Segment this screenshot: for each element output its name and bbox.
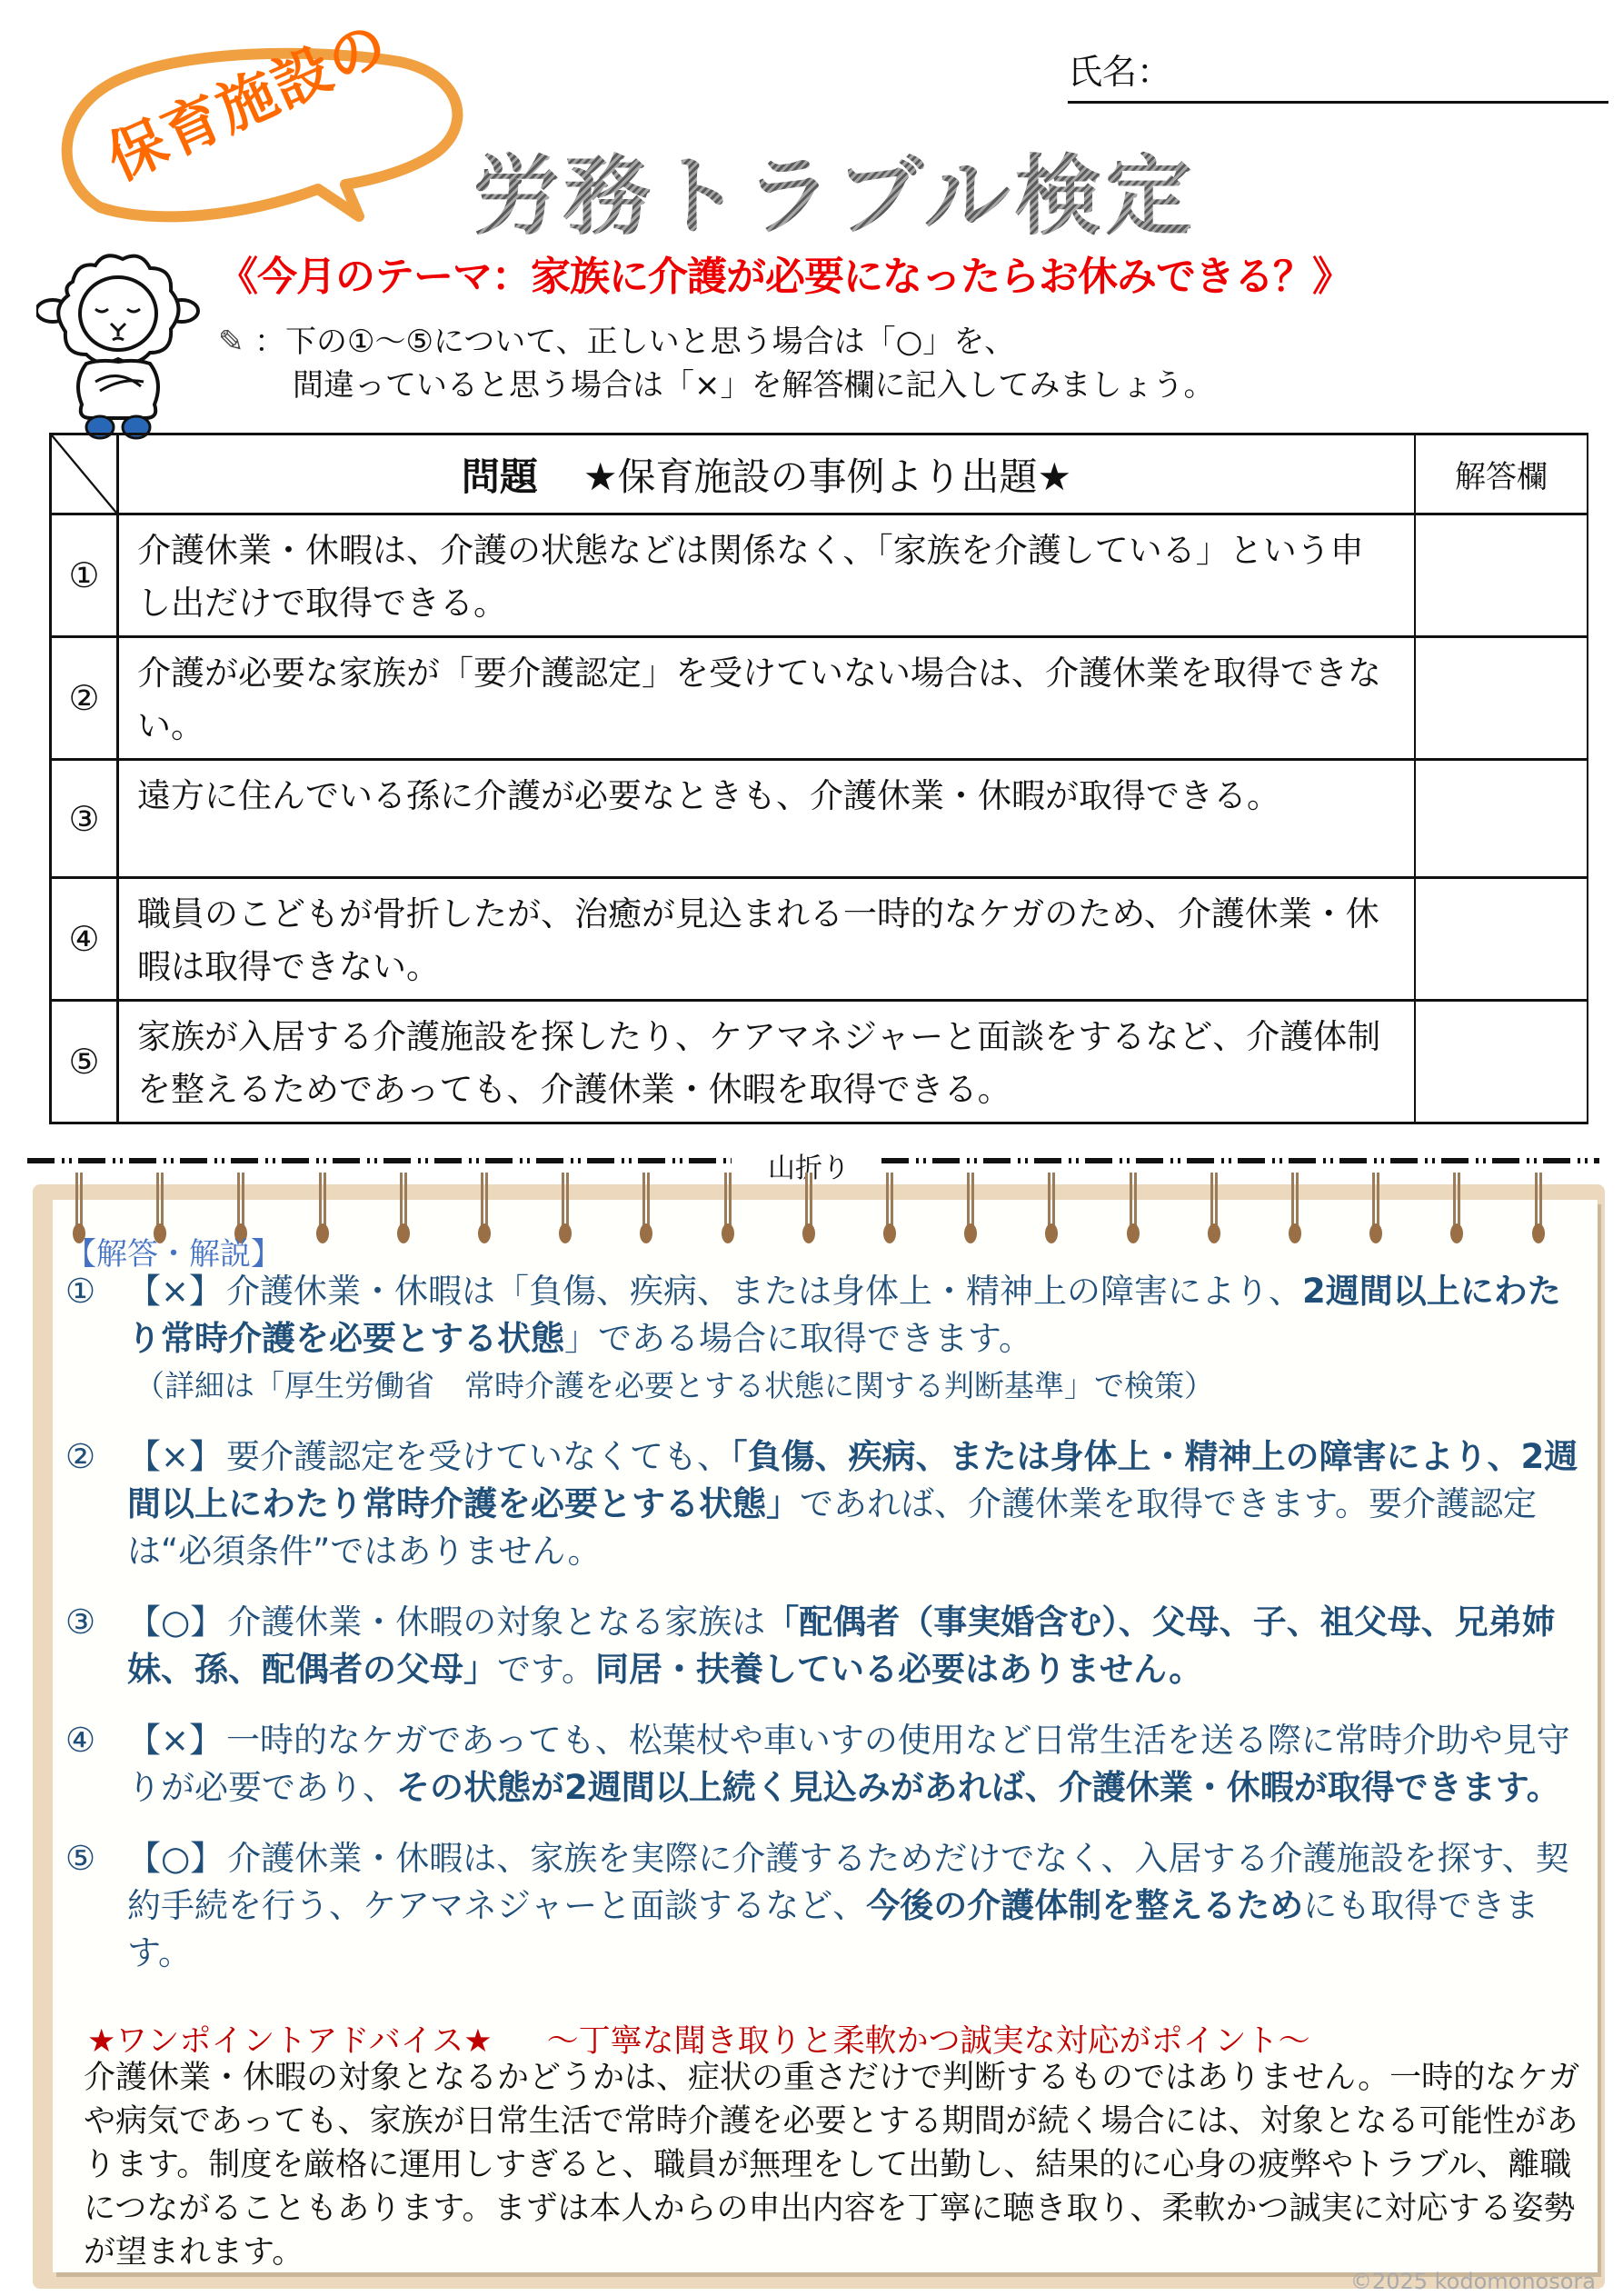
answer-item [65, 1835, 1592, 1977]
question-row [51, 637, 1588, 760]
question-header [118, 434, 1416, 514]
ring-icon [883, 1173, 896, 1245]
answer-input-cell[interactable] [1415, 514, 1588, 637]
ring-icon [640, 1173, 652, 1245]
table-header-row [51, 434, 1588, 514]
ring-icon [1369, 1173, 1382, 1245]
answer-text-part: にも取得できます。 [127, 1886, 1539, 1972]
answers-title: 【解答・解説】 [65, 1236, 282, 1273]
name-field[interactable] [1068, 44, 1608, 104]
ring-icon [316, 1173, 329, 1245]
copyright: ©2025 kodomonosora [1349, 2269, 1596, 2294]
sheep-mascot-icon [36, 245, 200, 441]
answer-text-part: 2週間以上にわたり常時介護を必要とする状態 [127, 1272, 1561, 1358]
answer-text-part: 介護休業・休暇は「負傷、疾病、または身体上・精神上の障害により、 [226, 1272, 1303, 1311]
pencil-icon: ✎ [218, 324, 244, 360]
question-text: 家族が入居する介護施設を探したり、ケアマネジャーと面談をするなど、介護体制を整えるためであっても、介護休業・休暇を取得できる。 [118, 1001, 1416, 1123]
answer-item [65, 1268, 1592, 1410]
answer-number: ④ [65, 1721, 96, 1760]
answer-item [65, 1599, 1592, 1693]
question-text: 遠方に住んでいる孫に介護が必要なときも、介護休業・休暇が取得できる。 [118, 760, 1416, 878]
question-number: ② [51, 637, 118, 760]
answer-text-part: です。 [497, 1650, 596, 1689]
answer-mark: 【○】 [127, 1839, 224, 1878]
question-table [49, 433, 1588, 1124]
question-text: 介護が必要な家族が「要介護認定」を受けていない場合は、介護休業を取得できない。 [118, 637, 1416, 760]
advice-body: 介護休業・休暇の対象となるかどうかは、症状の重さだけで判断するものではありません。一時的なケガや病気であっても、家族が日常生活で常時介護を必要とする期間が続く場合には、対象となる可能性があります。制度を厳格に運用しすぎると、職員が無理をして出勤し、結果的に心身の疲弊やトラブル、離職につながることもあります。まずは本人からの申出内容を丁寧に聴き取り、柔軟かつ誠実に対応する姿勢が望まれます。 [84, 2060, 1580, 2271]
answer-text-part: その状態が2週間以上続く見込みがあれば、介護休業・休暇が取得できます。 [396, 1768, 1560, 1807]
ring-icon [1289, 1173, 1301, 1245]
question-row [51, 760, 1588, 878]
answer-mark: 【×】 [127, 1272, 224, 1311]
ring-icon [1532, 1173, 1545, 1245]
instructions [218, 320, 1215, 407]
answer-number: ③ [65, 1602, 96, 1642]
notepad-rings [73, 1173, 1581, 1245]
ring-icon [1045, 1173, 1058, 1245]
answer-number: ⑤ [65, 1839, 96, 1878]
answer-input-cell[interactable] [1415, 1001, 1588, 1123]
fold-dash-left [27, 1158, 732, 1163]
answer-item [65, 1717, 1592, 1812]
question-text: 介護休業・休暇は、介護の状態などは関係なく、「家族を介護している」という申し出だけで取得できる。 [118, 514, 1416, 637]
question-number: ④ [51, 878, 118, 1001]
answer-input-cell[interactable] [1415, 637, 1588, 760]
ring-icon [1127, 1173, 1140, 1245]
advice-title-label: ★ワンポイントアドバイス★ [87, 2023, 493, 2060]
ring-icon [478, 1173, 491, 1245]
answer-text-part: 同居・扶養している必要はありません。 [595, 1650, 1203, 1689]
advice-subtitle: ～丁寧な聞き取りと柔軟かつ誠実な対応がポイント～ [546, 2023, 1310, 2060]
ring-icon [1450, 1173, 1463, 1245]
diagonal-line-icon [52, 435, 116, 513]
answer-text-part: 今後の介護体制を整えるため [866, 1886, 1304, 1925]
advice-title [87, 2016, 1310, 2061]
question-row [51, 878, 1588, 1001]
question-number: ③ [51, 760, 118, 878]
question-number: ⑤ [51, 1001, 118, 1123]
answer-column-header: 解答欄 [1415, 434, 1588, 514]
answer-input-cell[interactable] [1415, 878, 1588, 1001]
fold-line [27, 1147, 1599, 1184]
answer-item [65, 1433, 1592, 1575]
answer-mark: 【○】 [127, 1602, 224, 1642]
answer-text-part: 「配偶者（事実婚含む）、父母、子、祖父母、兄弟姉妹、孫、配偶者の父母」 [127, 1602, 1556, 1689]
ring-icon [1208, 1173, 1220, 1245]
fold-label: 山折り [768, 1153, 850, 1184]
answer-text-part: 介護休業・休暇の対象となる家族は [227, 1602, 766, 1642]
answer-mark: 【×】 [127, 1721, 224, 1760]
answer-text-part: 」である場合に取得できます。 [564, 1319, 1033, 1358]
instruction-line-1: ✎ ：下の①～⑤について、正しいと思う場合は「○」を、 [218, 320, 1215, 364]
speech-bubble [45, 10, 473, 244]
answer-text-part: 介護休業・休暇は、家族を実際に介護するためだけでなく、入居する介護施設を探す、契約手続を行う、ケアマネジャーと面談するなど、 [127, 1839, 1569, 1925]
page-title: 労務トラブル検定 [473, 127, 1196, 252]
answer-note: （詳細は「厚生労働省 常時介護を必要とする状態に関する判断基準」で検策） [134, 1368, 1214, 1403]
question-number: ① [51, 514, 118, 637]
answer-text-part: であれば、介護休業を取得できます。要介護認定は“必須条件”ではありません。 [127, 1484, 1538, 1571]
ring-icon [964, 1173, 977, 1245]
ring-icon [397, 1173, 410, 1245]
answer-number: ② [65, 1437, 96, 1476]
answer-text-part: 一時的なケガであっても、松葉杖や車いすの使用など日常生活を送る際に常時介助や見守りが必要であり、 [127, 1721, 1570, 1807]
question-row [51, 514, 1588, 637]
question-row [51, 1001, 1588, 1123]
monthly-theme: 《今月のテーマ：家族に介護が必要になったらお休みできる？》 [218, 254, 1351, 300]
ring-icon [802, 1173, 815, 1245]
answer-number: ① [65, 1272, 96, 1311]
answers-list [65, 1268, 1592, 2001]
question-text: 職員のこどもが骨折したが、治癒が見込まれる一時的なケガのため、介護休業・休暇は取得できない。 [118, 878, 1416, 1001]
ring-icon [722, 1173, 734, 1245]
question-header-subtitle: ★保育施設の事例より出題★ [582, 454, 1072, 499]
ring-icon [559, 1173, 572, 1245]
answer-text-part: 「負傷、疾病、または身体上・精神上の障害により、2週間以上にわたり常時介護を必要とする状態」 [127, 1437, 1578, 1523]
corner-cell [51, 434, 118, 514]
question-header-label: 問題 [461, 454, 538, 499]
answer-text-part: 要介護認定を受けていなくても、 [226, 1437, 732, 1476]
instruction-line-2: 間違っていると思う場合は「×」を解答欄に記入してみましょう。 [293, 367, 1215, 404]
name-label: 氏名： [1068, 52, 1172, 92]
bubble-text: 保育施設の [97, 10, 399, 195]
answer-input-cell[interactable] [1415, 760, 1588, 878]
fold-dash-right [881, 1158, 1599, 1163]
answer-mark: 【×】 [127, 1437, 224, 1476]
